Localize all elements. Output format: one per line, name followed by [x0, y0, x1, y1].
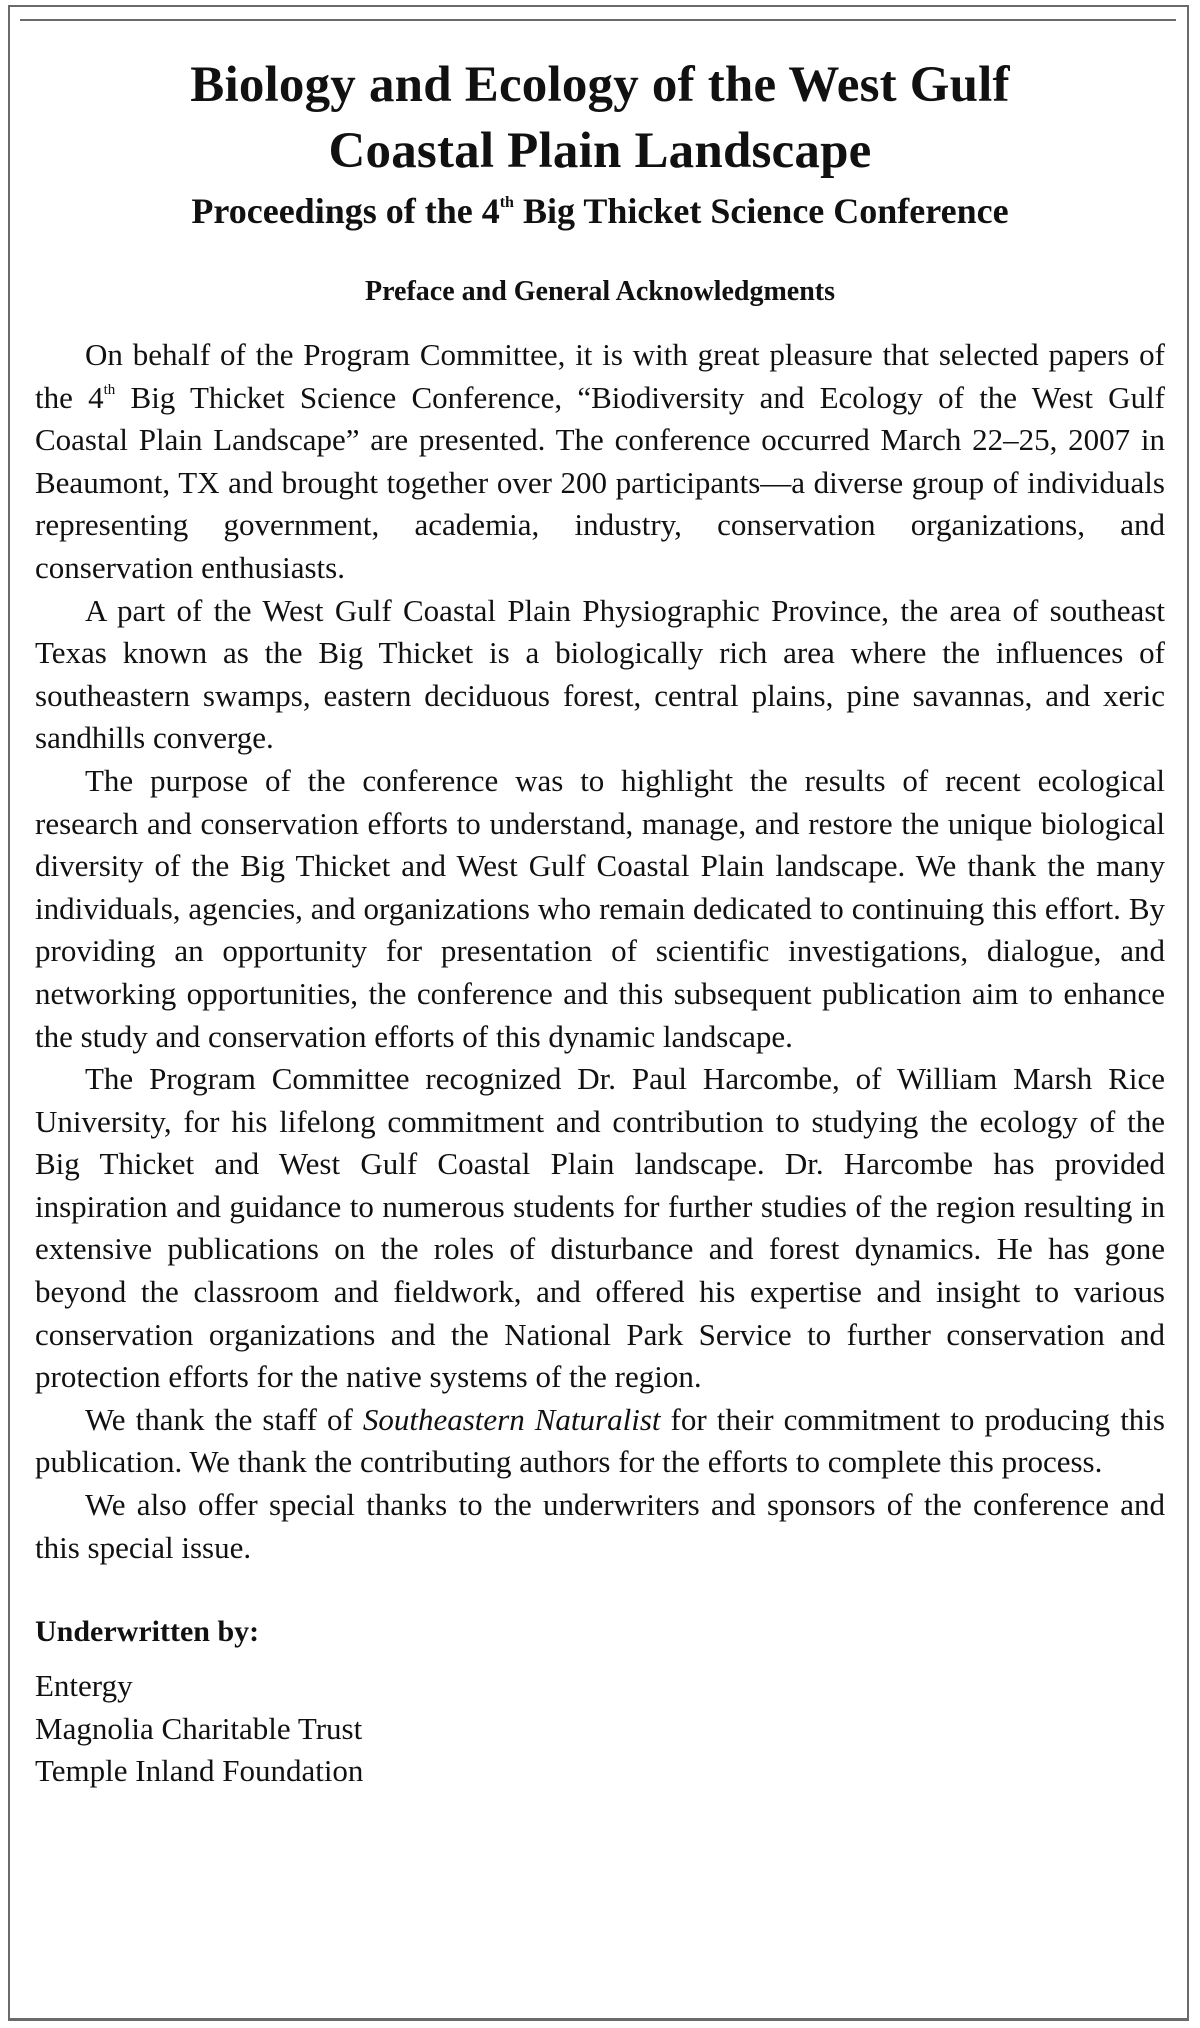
underwritten-heading: Underwritten by: — [35, 1615, 260, 1649]
sponsor-list — [35, 1665, 1165, 1793]
paragraph-5-text-before: We thank the staff of — [85, 1401, 363, 1437]
subtitle-ordinal-suffix: th — [499, 194, 514, 211]
preface-body — [35, 334, 1165, 1569]
paragraph-5-text-after: for their commitment to producing this publication. We thank the contributing authors for the efforts to complete this process. — [35, 1401, 1165, 1480]
subtitle-text-before: Proceedings of the 4 — [191, 191, 500, 231]
sponsor-item: Temple Inland Foundation — [35, 1753, 364, 1789]
sponsor-item: Magnolia Charitable Trust — [35, 1710, 363, 1746]
subtitle-text-after: Big Thicket Science Conference — [513, 191, 1009, 231]
paragraph-6: We also offer special thanks to the underwriters and sponsors of the conference and this special issue. — [35, 1487, 1165, 1565]
paragraph-1 — [35, 334, 1165, 590]
journal-name: Southeastern Naturalist — [362, 1401, 661, 1437]
section-heading: Preface and General Acknowledgments — [365, 276, 835, 307]
paragraph-1-text-b: Big Thicket Science Conference, “Biodiversity and Ecology of the West Gulf Coastal Plain Landscape” are presented. The conference occurred March 22–25, 2007 in Beaumont, TX and brought together over 200 participants—a diverse group of individuals representing government, academia, industry, conservation organizations, and conservation enthusiasts. — [35, 379, 1165, 585]
paragraph-4: The Program Committee recognized Dr. Paul Harcombe, of William Marsh Rice University, for his lifelong commitment and contribution to studying the ecology of the Big Thicket and West Gulf Coastal Plain landscape. Dr. Harcombe has provided inspiration and guidance to numerous students for further studies of the region resulting in extensive publications on the roles of disturbance and forest dynamics. He has gone beyond the classroom and fieldwork, and offered his expertise and insight to various conservation organizations and the National Park Service to further conservation and protection efforts for the native systems of the region. — [35, 1061, 1165, 1395]
document-title — [35, 52, 1165, 184]
paragraph-5 — [35, 1399, 1165, 1484]
document-subtitle — [35, 186, 1165, 236]
paragraph-1-text-a: On behalf of the Program Committee, it is with great pleasure that selected papers of the 4 — [35, 337, 1165, 415]
document-page — [35, 40, 1165, 1793]
paragraph-2: A part of the West Gulf Coastal Plain Physiographic Province, the area of southeast Texas known as the Big Thicket is a biologically rich area where the influences of southeastern swamps, eastern deciduous forest, central plains, pine savannas, and xeric sandhills converge. — [35, 592, 1165, 756]
paragraph-1-ordinal-suffix: th — [103, 381, 116, 398]
paragraph-3: The purpose of the conference was to highlight the results of recent ecological research and conservation efforts to understand, manage, and restore the unique biological diversity of the Big Thicket and West Gulf Coastal Plain landscape. We thank the many individuals, agencies, and organizations who remain dedicated to continuing this effort. By providing an opportunity for presentation of scientific investigations, dialogue, and networking opportunities, the conference and this subsequent publication aim to enhance the study and conservation efforts of this dynamic landscape. — [35, 762, 1165, 1054]
title-line-1: Biology and Ecology of the West Gulf — [190, 57, 1010, 113]
title-line-2: Coastal Plain Landscape — [328, 123, 872, 179]
sponsor-item: Entergy — [35, 1668, 133, 1704]
top-rule-divider — [20, 19, 1176, 21]
